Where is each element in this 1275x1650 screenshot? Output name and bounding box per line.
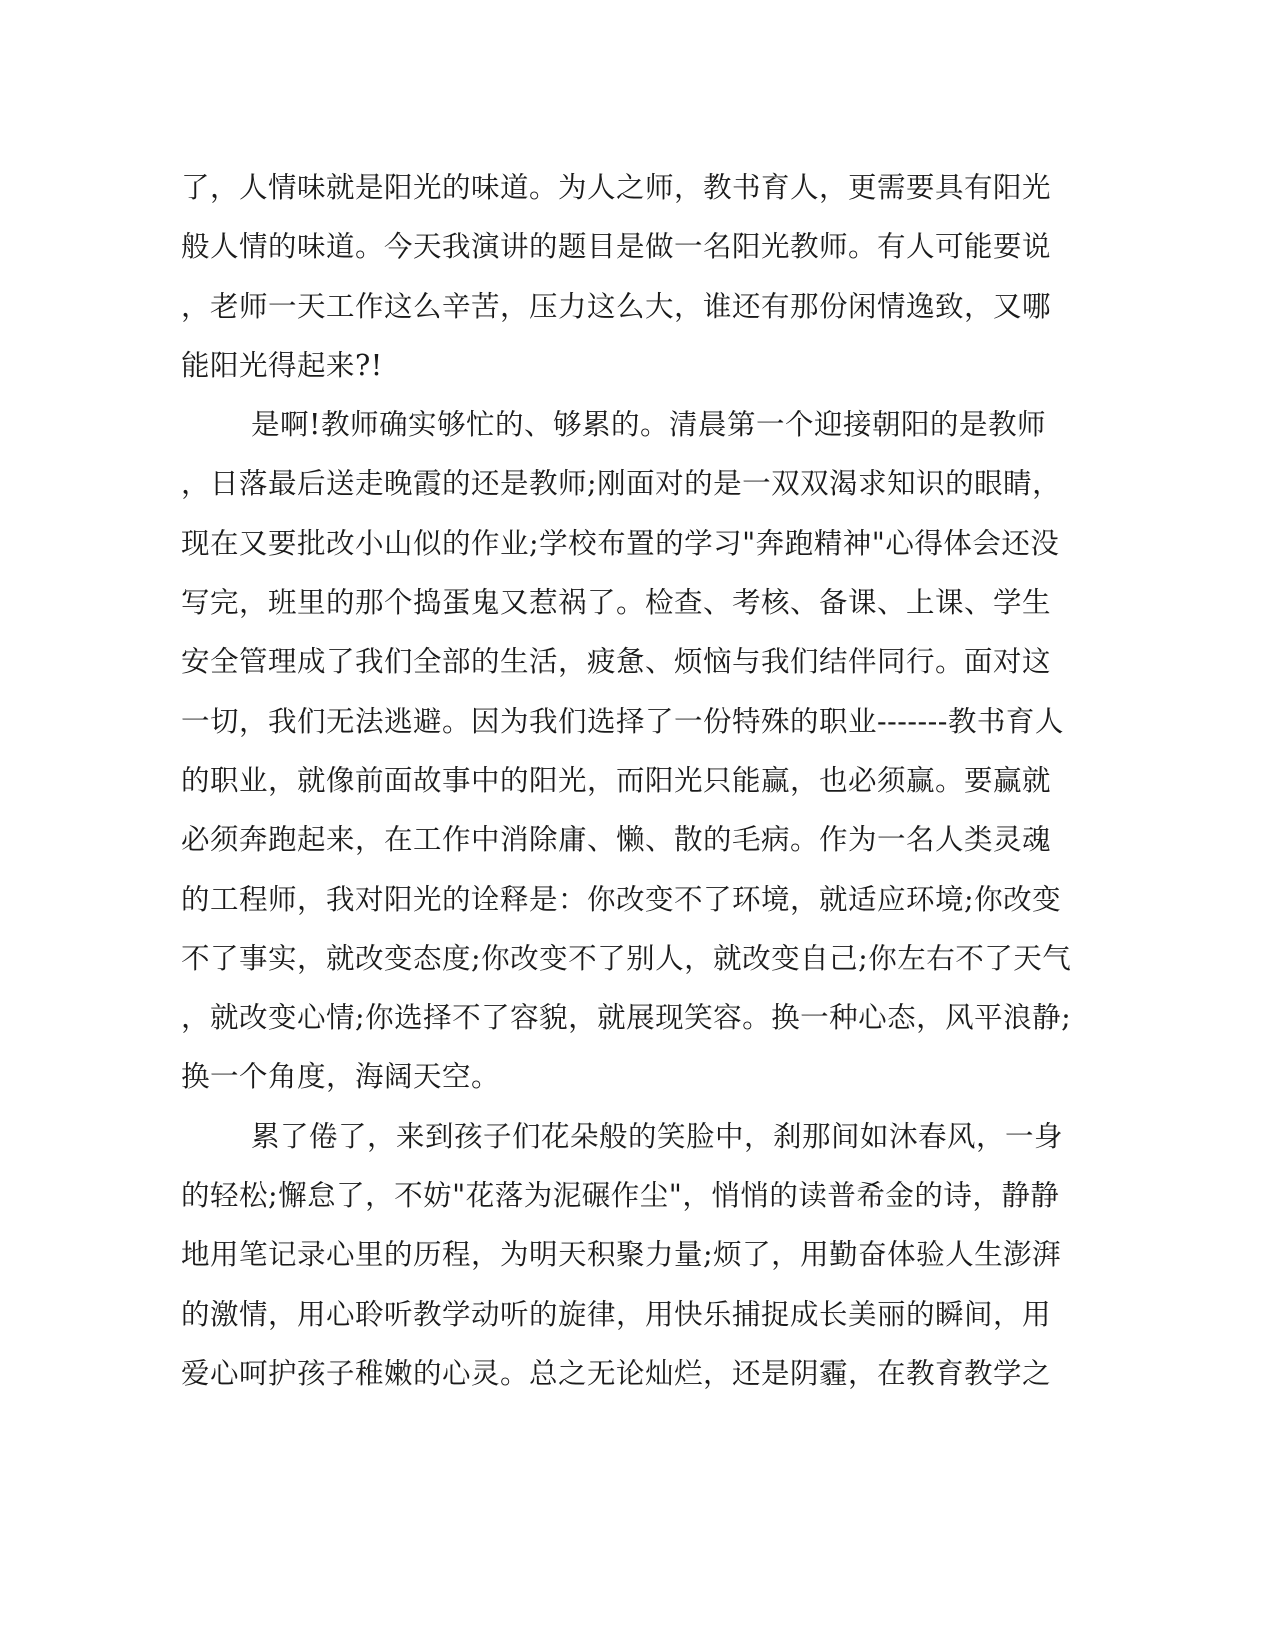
text-line: 换一个角度，海阔天空。 <box>181 1060 501 1094</box>
text-line: ，日落最后送走晚霞的还是教师;刚面对的是一双双渴求知识的眼睛， <box>181 467 1062 501</box>
text-line: 必须奔跑起来，在工作中消除庸、懒、散的毛病。作为一名人类灵魂 <box>181 823 1052 857</box>
text-line: ，老师一天工作这么辛苦，压力这么大，谁还有那份闲情逸致，又哪 <box>181 289 1052 323</box>
text-line: 写完，班里的那个捣蛋鬼又惹祸了。检查、考核、备课、上课、学生 <box>181 586 1052 620</box>
paragraph-2 <box>181 395 1072 1107</box>
text-line: 累了倦了，来到孩子们花朵般的笑脸中，刹那间如沐春风，一身 <box>251 1119 1064 1153</box>
text-line: 是啊!教师确实够忙的、够累的。清晨第一个迎接朝阳的是教师 <box>251 408 1046 442</box>
text-line: 能阳光得起来?! <box>181 348 383 382</box>
text-line: 地用笔记录心里的历程，为明天积聚力量;烦了，用勤奋体验人生澎湃 <box>181 1238 1062 1272</box>
text-line: 一切，我们无法逃避。因为我们选择了一份特殊的职业-------教书育人 <box>181 704 1064 738</box>
text-line: ，就改变心情;你选择不了容貌，就展现笑容。换一种心态，风平浪静; <box>181 1001 1072 1035</box>
text-line: 的轻松;懈怠了，不妨"花落为泥碾作尘"，悄悄的读普希金的诗，静静 <box>181 1179 1060 1213</box>
text-line: 的激情，用心聆听教学动听的旋律，用快乐捕捉成长美丽的瞬间，用 <box>181 1297 1052 1331</box>
text-line: 现在又要批改小山似的作业;学校布置的学习"奔跑精神"心得体会还没 <box>181 526 1060 560</box>
text-line: 的工程师，我对阳光的诠释是：你改变不了环境，就适应环境;你改变 <box>181 882 1062 916</box>
text-line: 爱心呵护孩子稚嫩的心灵。总之无论灿烂，还是阴霾，在教育教学之 <box>181 1356 1052 1390</box>
text-line: 的职业，就像前面故事中的阳光，而阳光只能赢，也必须赢。要赢就 <box>181 763 1052 797</box>
paragraph-1 <box>181 158 1052 395</box>
body-text <box>181 158 1072 1403</box>
text-line: 般人情的味道。今天我演讲的题目是做一名阳光教师。有人可能要说 <box>181 230 1052 264</box>
paragraph-3 <box>181 1107 1064 1403</box>
text-line: 不了事实，就改变态度;你改变不了别人，就改变自己;你左右不了天气 <box>181 941 1072 975</box>
text-line: 安全管理成了我们全部的生活，疲惫、烦恼与我们结伴同行。面对这 <box>181 645 1052 679</box>
text-line: 了，人情味就是阳光的味道。为人之师，教书育人，更需要具有阳光 <box>181 171 1052 204</box>
